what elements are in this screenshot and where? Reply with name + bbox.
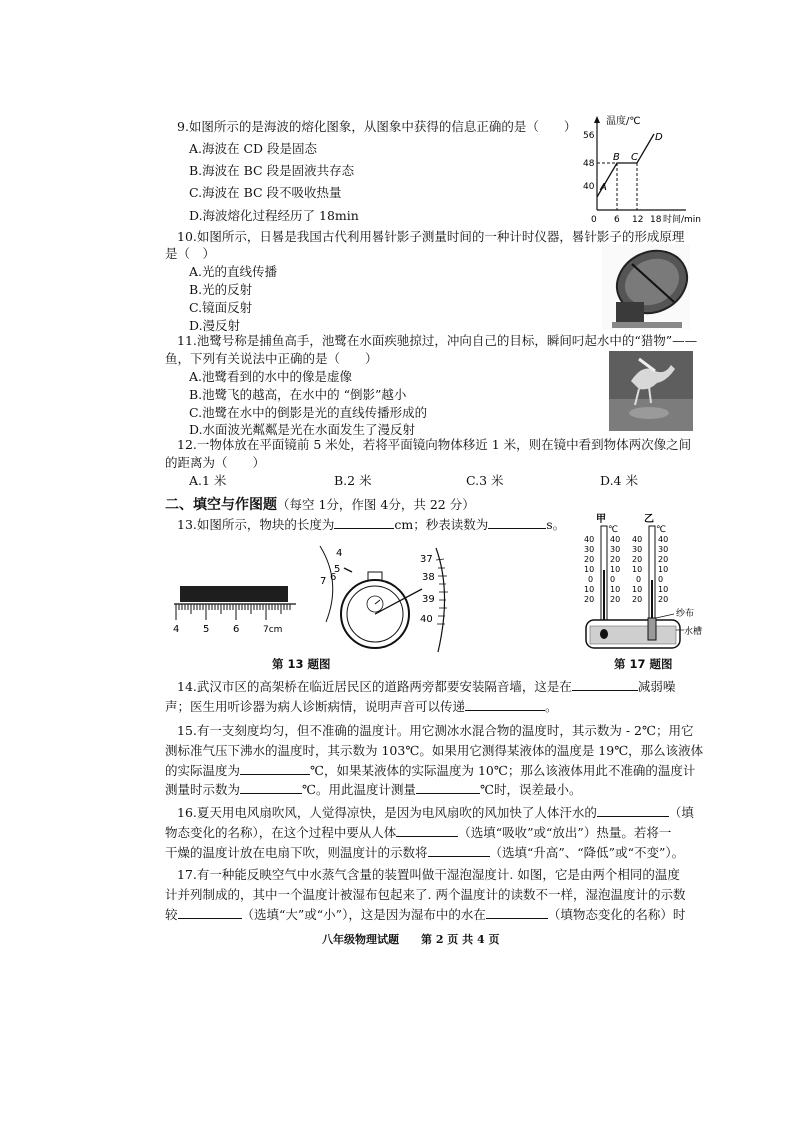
q14-line2-tail: 。 (545, 699, 558, 714)
q9-xtick: 6 (614, 215, 620, 225)
q14-blank-1 (572, 678, 638, 691)
q10-option-a: A.光的直线传播 (189, 264, 278, 279)
q17-caption: 第 17 题图 (614, 657, 673, 671)
q15-line2: 测标准气压下沸水的温度时，其示数为 103℃。如果用它测得某液体的温度是 19℃，那么该液体 (165, 743, 704, 758)
heron-photo (609, 351, 693, 431)
q13-stopwatch-blank (488, 516, 546, 529)
q17-line1: 17.有一种能反映空气中水蒸气含量的装置叫做干湿泡湿度计. 如图，它是由两个相同的温度 (177, 867, 680, 882)
q9-xlabel: 时间/min (663, 215, 702, 225)
q15-line4-text: 测量时示数为 (165, 782, 241, 797)
q13-scale-tick: 38 (422, 572, 435, 583)
q17-tick: 0 (658, 575, 664, 584)
q16-line2-text: 物态变化的名称），在这个过程中要从人体 (165, 825, 397, 840)
q17-tick: 20 (610, 595, 621, 604)
q13-dial-tick: 5 (334, 564, 341, 575)
q16-line1 (177, 804, 694, 822)
q13-dial-tick: 6 (330, 572, 337, 583)
q12-option-c: C.3 米 (466, 473, 504, 488)
q14-blank-2 (465, 698, 545, 711)
q13-caption: 第 13 题图 (272, 657, 331, 671)
q12-stem-line1: 12.一物体放在平面镜前 5 米处，若将平面镜向物体移近 1 米，则在镜中看到物体两次像之间 (177, 437, 692, 452)
q13-ruler-tick: 6 (233, 624, 240, 635)
q11-option-b: B.池鹭飞的越高，在水中的 “倒影”越小 (189, 387, 407, 402)
q16-line3-text: 干燥的温度计放在电扇下吹，则温度计的示数将 (165, 845, 428, 860)
q14-line2 (165, 698, 558, 716)
q17-unit-right: ℃ (656, 525, 667, 535)
q17-tick: 30 (632, 545, 643, 554)
q9-option-a: A.海波在 CD 段是固态 (189, 141, 318, 156)
q17-tick: 10 (632, 565, 643, 574)
q15-blank-1 (240, 762, 310, 775)
q17-hygrometer-figure (572, 510, 712, 660)
q9-option-d: D.海波熔化过程经历了 18min (189, 208, 359, 223)
q9-melting-graph (582, 114, 732, 230)
q17-tick: 10 (658, 585, 669, 594)
q17-tick: 10 (584, 565, 595, 574)
q17-line3-tail: （填物态变化的名称）时 (547, 907, 686, 922)
q14-line2-text: 声；医生用听诊器为病人诊断病情，说明声音可以传递 (165, 699, 466, 714)
q9-point-label: B (613, 152, 620, 163)
q17-tick: 40 (610, 535, 621, 544)
q12-option-b: B.2 米 (334, 473, 372, 488)
q17-tick: 10 (584, 585, 595, 594)
q17-tick: 10 (632, 585, 643, 594)
q13-part2: cm；秒表读数为 (394, 517, 489, 532)
q12-stem-line2: 的距离为（ ） (165, 455, 266, 470)
q13-dial-tick: 7 (320, 576, 327, 587)
q16-line3 (165, 844, 684, 862)
q15-line4 (165, 781, 581, 799)
q17-tick: 30 (584, 545, 595, 554)
q17-tick: 40 (632, 535, 643, 544)
section2-title: 二、填空与作图题 (165, 497, 277, 513)
q17-line2: 计并列制成的，其中一个温度计被湿布包起来了. 两个温度计的读数不一样，湿泡温度计的示数 (165, 887, 686, 902)
section2-header (165, 495, 475, 515)
q13-ruler-tick: 7cm (263, 625, 283, 635)
q17-tick: 20 (610, 555, 621, 564)
q10-option-b: B.光的反射 (189, 282, 253, 297)
q17-label-left: 甲 (596, 514, 606, 525)
q9-point-label: A (600, 182, 607, 193)
q16-blank-1 (597, 804, 669, 817)
q15-blank-2 (240, 781, 302, 794)
q16-blank-2 (396, 824, 458, 837)
q17-tick: 10 (658, 565, 669, 574)
q17-tick: 20 (584, 555, 595, 564)
q9-xtick: 0 (591, 215, 597, 225)
q13-part3: s。 (546, 517, 566, 532)
q11-option-a: A.池鹭看到的水中的像是虚像 (189, 369, 353, 384)
q15-line3-tail: ℃，如果某液体的实际温度为 10℃；那么该液体用此不准确的温度计 (310, 763, 696, 778)
q15-line3-text: 的实际温度为 (165, 763, 241, 778)
q17-tick: 40 (658, 535, 669, 544)
q9-xtick: 18 (650, 215, 662, 225)
q14-line1 (177, 678, 675, 696)
q16-line2 (165, 824, 671, 842)
q17-tick: 20 (658, 595, 669, 604)
q15-line1: 15.有一支刻度均匀，但不准确的温度计。用它测冰水混合物的温度时，其示数为 - 2℃；用它 (177, 723, 694, 738)
section2-note: （每空 1分，作图 4分，共 22 分） (277, 497, 475, 512)
page-footer: 八年级物理试题 第 2 页 共 4 页 (322, 933, 500, 946)
q9-point-label: D (655, 132, 663, 143)
q10-option-c: C.镜面反射 (189, 300, 253, 315)
q9-option-b: B.海波在 BC 段是固液共存态 (189, 163, 355, 178)
q13-text (177, 516, 565, 534)
q10-option-d: D.漫反射 (189, 318, 241, 333)
q17-tick: 20 (584, 595, 595, 604)
q17-blank-1 (178, 906, 242, 919)
q13-ruler-tick: 4 (173, 624, 180, 635)
q14-line1-text: 14.武汉市区的高架桥在临近居民区的道路两旁都要安装隔音墙，这是在 (177, 679, 572, 694)
q14-line1-tail: 减弱噪 (637, 679, 676, 694)
q17-tick: 10 (610, 585, 621, 594)
q13-ruler-figure (170, 580, 300, 636)
q11-option-c: C.池鹭在水中的倒影是光的直线传播形成的 (189, 405, 428, 420)
q13-length-blank (334, 516, 394, 529)
q9-ytick: 48 (583, 159, 595, 169)
q9-option-c: C.海波在 BC 段不吸收热量 (189, 185, 342, 200)
sundial-photo (602, 244, 690, 330)
q9-point-label: C (631, 152, 638, 163)
q17-tick: 0 (636, 575, 642, 584)
q9-stem: 9.如图所示的是海波的熔化图象，从图象中获得的信息正确的是（ ） (177, 119, 577, 134)
q16-blank-3 (428, 844, 490, 857)
q17-line3 (165, 906, 685, 924)
q17-blank-2 (486, 906, 548, 919)
q9-ytick: 56 (583, 131, 595, 141)
q13-part1: 13.如图所示，物块的长度为 (177, 517, 335, 532)
q16-line2-tail: （选填“吸收”或“放出”）热量。若将一 (458, 825, 672, 840)
q9-ylabel: 温度/℃ (606, 116, 641, 127)
q16-line3-tail: （选填“升高”、“降低”或“不变”）。 (489, 845, 685, 860)
q15-line4-tail: ℃时，误差最小。 (480, 782, 582, 797)
q13-scale-tick: 39 (422, 594, 435, 605)
q17-tick: 0 (588, 575, 594, 584)
q11-stem-line1: 11.池鹭号称是捕鱼高手，池鹭在水面疾驰掠过，冲向自己的目标，瞬间叼起水中的“猎物”—— (177, 333, 698, 348)
q17-label-right: 乙 (644, 514, 654, 525)
q17-line3-mid: （选填“大”或“小”），这是因为湿布中的水在 (241, 907, 486, 922)
q13-ruler-tick: 5 (203, 624, 210, 635)
q17-tick: 10 (610, 565, 621, 574)
q16-line1-tail: （填 (668, 805, 694, 820)
q17-tick: 20 (632, 555, 643, 564)
q17-label-tank: 水槽 (684, 627, 703, 637)
q12-option-a: A.1 米 (189, 473, 227, 488)
q10-stem-line2: 是（ ） (165, 246, 216, 261)
q13-block (180, 586, 288, 602)
q17-tick: 40 (584, 535, 595, 544)
q17-tick: 30 (658, 545, 669, 554)
q17-tick: 20 (658, 555, 669, 564)
q16-line1-text: 16.夏天用电风扇吹风，人觉得凉快，是因为电风扇吹的风加快了人体汗水的 (177, 805, 597, 820)
q13-dial-tick: 4 (336, 548, 343, 559)
q9-xtick: 12 (632, 215, 644, 225)
q13-scale-tick: 37 (420, 554, 433, 565)
q11-option-d: D.水面波光粼粼是光在水面发生了漫反射 (189, 422, 416, 437)
q12-option-d: D.4 米 (600, 473, 638, 488)
q17-unit-left: ℃ (608, 525, 619, 535)
q10-stem-line1: 10.如图所示，日晷是我国古代利用晷针影子测量时间的一种计时仪器，晷针影子的形成原理 (177, 229, 685, 244)
q17-label-cloth: 纱布 (676, 609, 695, 619)
q15-line4-mid: ℃。用此温度计测量 (302, 782, 416, 797)
q11-stem-line2: 鱼，下列有关说法中正确的是（ ） (165, 351, 378, 366)
q17-tick: 0 (610, 575, 616, 584)
q13-scale-tick: 40 (420, 614, 433, 625)
q17-tick: 30 (610, 545, 621, 554)
q13-stopwatch-figure (312, 542, 462, 660)
q15-line3 (165, 762, 695, 780)
q15-blank-3 (416, 781, 480, 794)
q9-ytick: 40 (583, 182, 595, 192)
q17-line3-text: 较 (165, 907, 178, 922)
q17-tick: 20 (632, 595, 643, 604)
